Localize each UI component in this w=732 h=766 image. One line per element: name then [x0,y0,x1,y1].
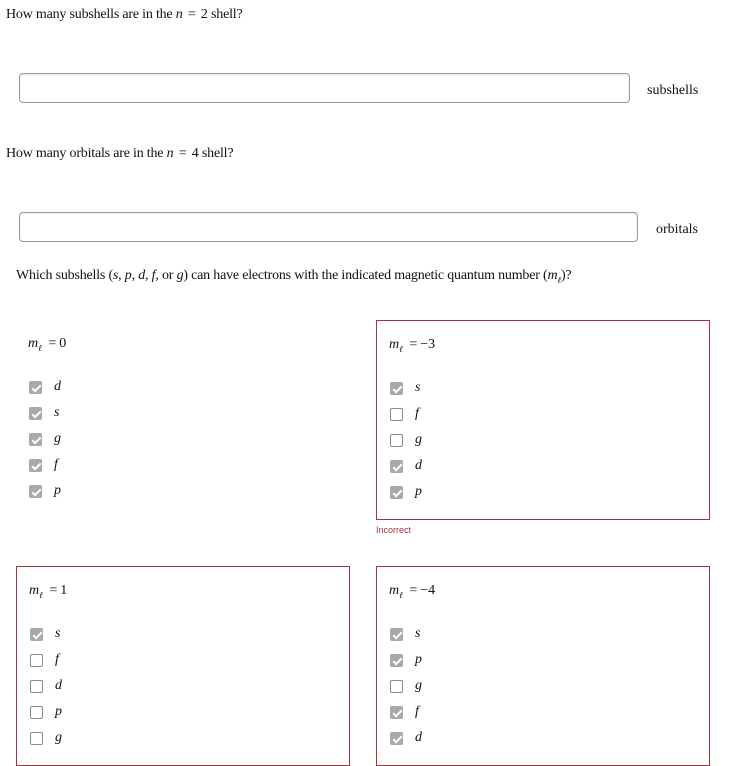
ml-label: $m_\ell = -3$ [389,337,436,354]
subshell-checkbox[interactable] [29,433,42,446]
ml-label: $m_\ell = -4$ [389,583,436,600]
subshell-option-label: f [415,704,419,719]
subshell-checkbox[interactable] [30,706,43,719]
option-row[interactable] [29,405,59,421]
ml-label: $m_\ell = 1$ [29,583,68,600]
subshell-checkbox[interactable] [390,486,403,499]
option-row[interactable] [390,730,422,746]
subshell-checkbox[interactable] [390,732,403,745]
option-row[interactable] [30,730,62,746]
option-row[interactable] [390,458,422,474]
question-2: How many orbitals are in the n = 4 shell? [6,146,234,161]
option-row[interactable] [390,432,422,448]
question-3: Which subshells (s, p, d, f, or g) can have electrons with the indicated magnetic quantum number $(m_\ell)$? [16,268,572,285]
subshell-checkbox[interactable] [30,654,43,667]
subshells-answer-input[interactable] [19,73,630,103]
subshell-checkbox[interactable] [30,680,43,693]
subshells-unit-label: subshells [647,83,699,98]
subshell-option-label: s [415,380,421,395]
subshell-option-label: p [54,483,61,498]
incorrect-feedback: Incorrect [376,525,412,535]
option-row[interactable] [30,704,62,720]
subshell-checkbox[interactable] [30,628,43,641]
subshell-option-label: s [415,626,421,641]
option-row[interactable] [29,457,58,473]
option-row[interactable] [390,704,419,720]
option-row[interactable] [30,626,60,642]
panel-ml-neg4 [376,566,710,766]
subshell-checkbox[interactable] [390,382,403,395]
subshell-option-label: p [415,484,422,499]
orbitals-answer-input[interactable] [19,212,638,242]
subshell-checkbox[interactable] [390,706,403,719]
option-row[interactable] [390,626,420,642]
panel-ml-0 [16,320,350,520]
option-row[interactable] [390,678,422,694]
option-row[interactable] [29,431,61,447]
option-row[interactable] [390,406,419,422]
subshell-option-label: s [54,405,60,420]
panel-ml-1 [16,566,350,766]
subshell-checkbox[interactable] [30,732,43,745]
ml-label: $m_\ell = 0$ [28,336,67,353]
subshell-option-label: f [415,406,419,421]
question-1: How many subshells are in the n = 2 shell? [6,7,243,22]
subshell-option-label: f [54,457,58,472]
option-row[interactable] [390,652,422,668]
subshell-option-label: d [415,458,422,473]
subshell-option-label: d [55,678,62,693]
subshell-checkbox[interactable] [29,407,42,420]
subshell-checkbox[interactable] [390,408,403,421]
option-row[interactable] [390,484,422,500]
subshell-option-label: g [415,432,422,447]
subshell-checkbox[interactable] [29,485,42,498]
option-row[interactable] [390,380,420,396]
subshell-checkbox[interactable] [29,459,42,472]
orbitals-unit-label: orbitals [656,222,698,237]
subshell-option-label: d [54,379,61,394]
subshell-option-label: g [54,431,61,446]
subshell-checkbox[interactable] [29,381,42,394]
subshell-option-label: g [415,678,422,693]
subshell-option-label: f [55,652,59,667]
subshell-option-label: d [415,730,422,745]
option-row[interactable] [29,379,61,395]
subshell-checkbox[interactable] [390,434,403,447]
subshell-checkbox[interactable] [390,654,403,667]
option-row[interactable] [30,678,62,694]
subshell-checkbox[interactable] [390,628,403,641]
subshell-checkbox[interactable] [390,460,403,473]
subshell-option-label: g [55,730,62,745]
panel-ml-neg3 [376,320,710,520]
subshell-option-label: p [55,704,62,719]
option-row[interactable] [30,652,59,668]
subshell-checkbox[interactable] [390,680,403,693]
subshell-option-label: s [55,626,61,641]
option-row[interactable] [29,483,61,499]
subshell-option-label: p [415,652,422,667]
